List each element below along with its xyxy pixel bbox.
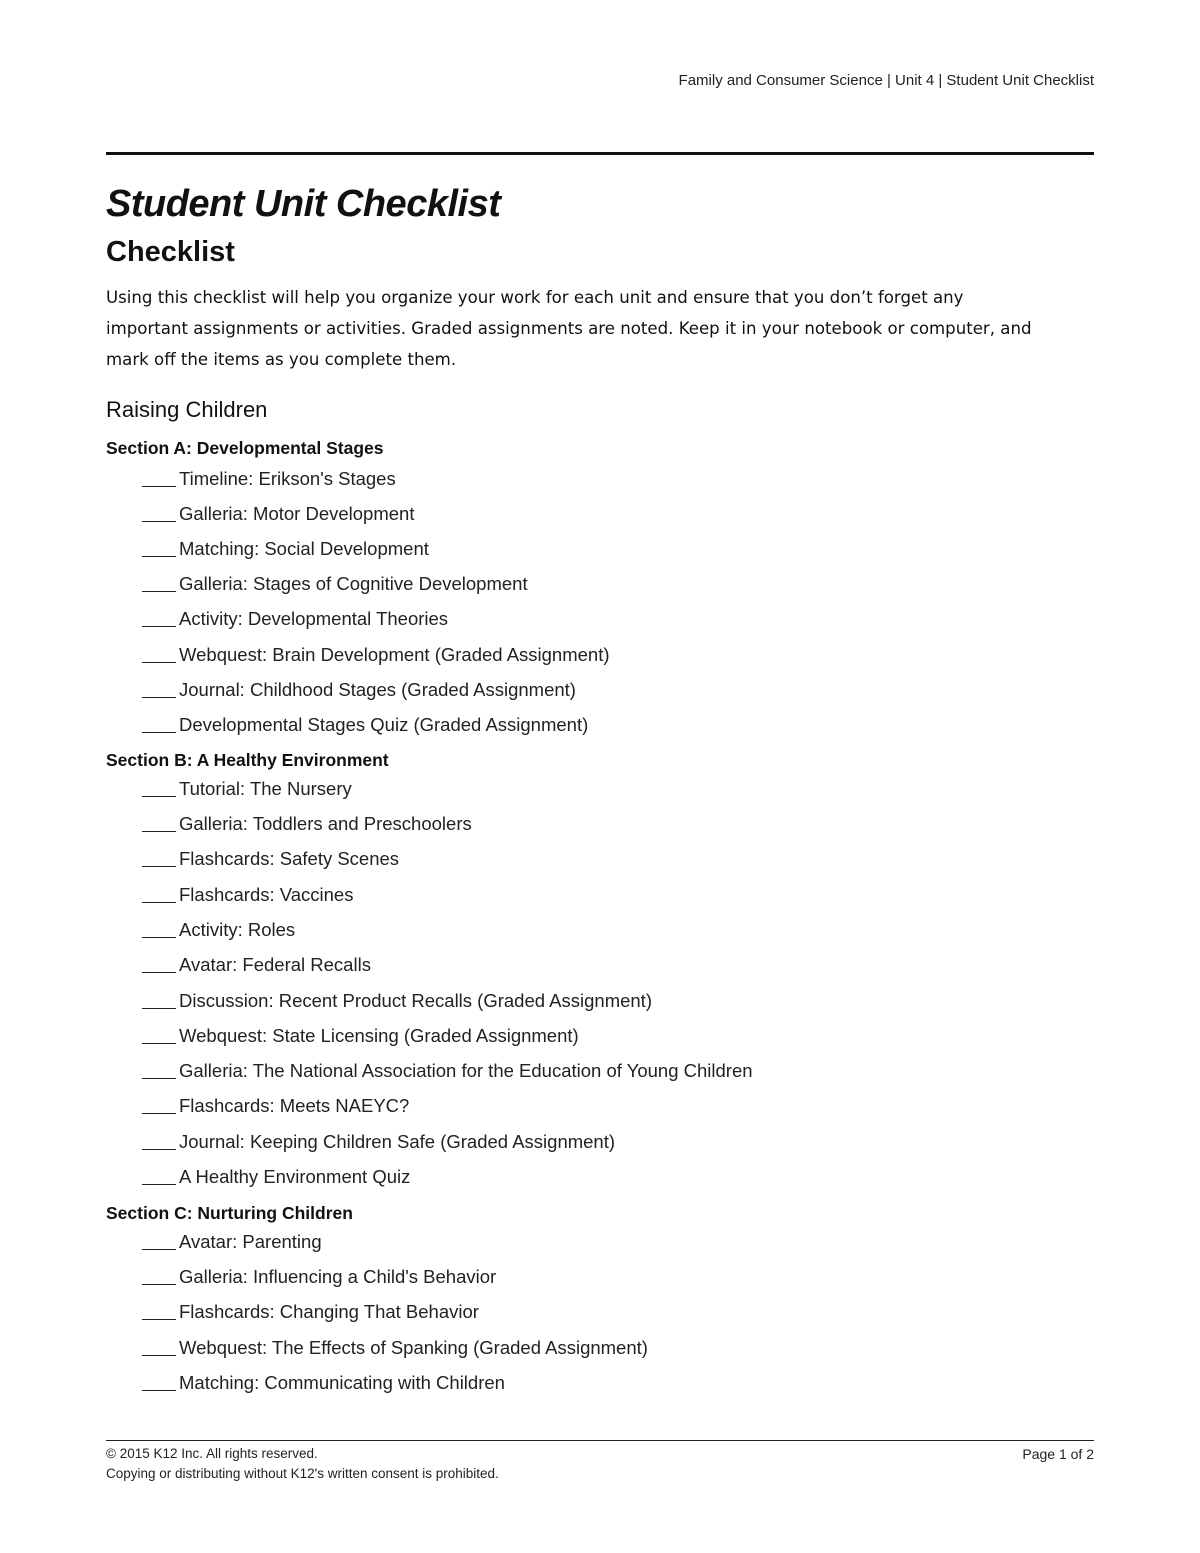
checkbox-blank[interactable] xyxy=(142,1319,176,1320)
checklist-item[interactable] xyxy=(142,1060,753,1082)
checklist-item[interactable] xyxy=(142,1337,648,1359)
checklist-item[interactable] xyxy=(142,848,399,870)
checklist-item-label: Tutorial: The Nursery xyxy=(179,778,352,799)
checklist-item[interactable] xyxy=(142,538,429,560)
header-divider xyxy=(106,152,1094,155)
checkbox-blank[interactable] xyxy=(142,1043,176,1044)
footer-divider xyxy=(106,1440,1094,1441)
checklist-item-label: Journal: Childhood Stages (Graded Assignment) xyxy=(179,679,576,700)
checkbox-blank[interactable] xyxy=(142,662,176,663)
intro-paragraph xyxy=(106,282,1091,375)
checklist-item-label: Matching: Communicating with Children xyxy=(179,1372,505,1393)
checklist-item-label: Avatar: Parenting xyxy=(179,1231,322,1252)
checklist-item[interactable] xyxy=(142,1266,496,1288)
checkbox-blank[interactable] xyxy=(142,1249,176,1250)
checklist-item[interactable] xyxy=(142,919,295,941)
checklist-item-label: Webquest: State Licensing (Graded Assignment) xyxy=(179,1025,579,1046)
unit-heading: Raising Children xyxy=(106,397,268,422)
checkbox-blank[interactable] xyxy=(142,1113,176,1114)
checklist-item-label: Webquest: Brain Development (Graded Assignment) xyxy=(179,644,610,665)
intro-line: Using this checklist will help you organize your work for each unit and ensure that you don’t forget any xyxy=(106,288,964,307)
checkbox-blank[interactable] xyxy=(142,556,176,557)
checklist-item-label: Timeline: Erikson's Stages xyxy=(179,468,396,489)
checklist-item-label: A Healthy Environment Quiz xyxy=(179,1166,411,1187)
checklist-item[interactable] xyxy=(142,1231,322,1253)
checklist-item-label: Avatar: Federal Recalls xyxy=(179,954,371,975)
checklist-item-label: Matching: Social Development xyxy=(179,538,429,559)
checklist-item-label: Flashcards: Changing That Behavior xyxy=(179,1301,479,1322)
checklist-item[interactable] xyxy=(142,573,528,595)
checklist-item-label: Webquest: The Effects of Spanking (Graded Assignment) xyxy=(179,1337,648,1358)
footer-notice: Copying or distributing without K12's written consent is prohibited. xyxy=(106,1466,499,1481)
checklist-item[interactable] xyxy=(142,884,353,906)
checkbox-blank[interactable] xyxy=(142,591,176,592)
checkbox-blank[interactable] xyxy=(142,1078,176,1079)
checklist-item-label: Flashcards: Vaccines xyxy=(179,884,354,905)
checkbox-blank[interactable] xyxy=(142,697,176,698)
checklist-item-label: Flashcards: Meets NAEYC? xyxy=(179,1095,410,1116)
checklist-item[interactable] xyxy=(142,813,472,835)
checklist-item-label: Galleria: Stages of Cognitive Development xyxy=(179,573,528,594)
checkbox-blank[interactable] xyxy=(142,1149,176,1150)
page-subtitle: Checklist xyxy=(106,236,235,268)
section-heading: Section B: A Healthy Environment xyxy=(106,750,389,770)
checkbox-blank[interactable] xyxy=(142,831,176,832)
checklist-item[interactable] xyxy=(142,954,371,976)
checklist-item[interactable] xyxy=(142,503,414,525)
checkbox-blank[interactable] xyxy=(142,521,176,522)
checkbox-blank[interactable] xyxy=(142,937,176,938)
checklist-item-label: Galleria: Influencing a Child's Behavior xyxy=(179,1266,497,1287)
checklist-item[interactable] xyxy=(142,1372,505,1394)
checklist-item-label: Activity: Developmental Theories xyxy=(179,608,449,629)
checklist-item-label: Galleria: Toddlers and Preschoolers xyxy=(179,813,472,834)
checklist-item-label: Flashcards: Safety Scenes xyxy=(179,848,400,869)
checklist-item-label: Activity: Roles xyxy=(179,919,296,940)
page-number: Page 1 of 2 xyxy=(1022,1446,1094,1462)
checkbox-blank[interactable] xyxy=(142,486,176,487)
checkbox-blank[interactable] xyxy=(142,1390,176,1391)
intro-line: important assignments or activities. Graded assignments are noted. Keep it in your notebook or computer, and xyxy=(106,319,1032,338)
checkbox-blank[interactable] xyxy=(142,796,176,797)
section-heading: Section A: Developmental Stages xyxy=(106,438,384,458)
checkbox-blank[interactable] xyxy=(142,626,176,627)
checklist-item[interactable] xyxy=(142,714,588,736)
checkbox-blank[interactable] xyxy=(142,732,176,733)
checkbox-blank[interactable] xyxy=(142,866,176,867)
checkbox-blank[interactable] xyxy=(142,1355,176,1356)
checklist-item-label: Galleria: The National Association for the Education of Young Children xyxy=(179,1060,753,1081)
checklist-item[interactable] xyxy=(142,1025,579,1047)
checklist-item[interactable] xyxy=(142,778,352,800)
checkbox-blank[interactable] xyxy=(142,1184,176,1185)
checkbox-blank[interactable] xyxy=(142,1008,176,1009)
intro-line: mark off the items as you complete them. xyxy=(106,350,457,369)
section-heading: Section C: Nurturing Children xyxy=(106,1203,353,1223)
checklist-item-label: Journal: Keeping Children Safe (Graded Assignment) xyxy=(179,1131,616,1152)
checklist-item[interactable] xyxy=(142,679,576,701)
checkbox-blank[interactable] xyxy=(142,902,176,903)
checklist-item[interactable] xyxy=(142,1131,615,1153)
checklist-item[interactable] xyxy=(142,1095,409,1117)
checklist-item[interactable] xyxy=(142,990,652,1012)
checklist-item[interactable] xyxy=(142,1166,410,1188)
checklist-item[interactable] xyxy=(142,1301,479,1323)
checklist-item[interactable] xyxy=(142,468,396,490)
checklist-item[interactable] xyxy=(142,608,448,630)
checklist-item[interactable] xyxy=(142,644,610,666)
checkbox-blank[interactable] xyxy=(142,972,176,973)
checklist-item-label: Galleria: Motor Development xyxy=(179,503,415,524)
footer-copyright: © 2015 K12 Inc. All rights reserved. xyxy=(106,1446,318,1461)
checklist-item-label: Developmental Stages Quiz (Graded Assignment) xyxy=(179,714,589,735)
checklist-item-label: Discussion: Recent Product Recalls (Graded Assignment) xyxy=(179,990,652,1011)
checkbox-blank[interactable] xyxy=(142,1284,176,1285)
page-header: Family and Consumer Science | Unit 4 | Student Unit Checklist xyxy=(678,72,1094,89)
page-title: Student Unit Checklist xyxy=(106,183,501,225)
